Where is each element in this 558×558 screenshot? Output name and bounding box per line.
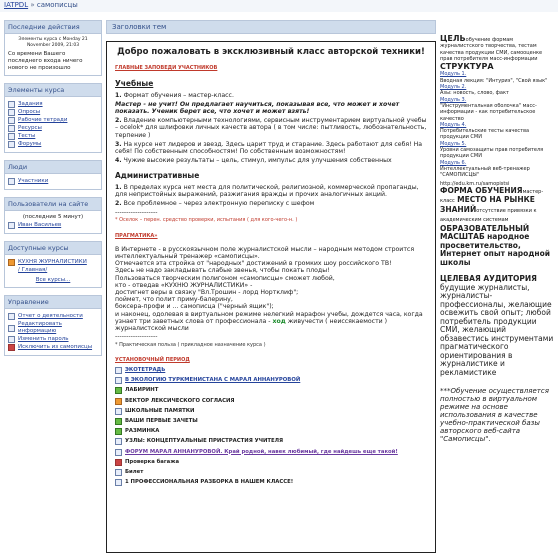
study-rule-4: Чужие высокие результаты – цель, стимул, импульс для улучшения собственных: [123, 157, 392, 165]
resource-icon: [8, 125, 15, 132]
activity-links: [115, 367, 427, 486]
activity-choices[interactable]: Опросы: [8, 109, 98, 116]
module-list: Модуль 1. Вводная лекция: "Интуриэ", "Свой язык" Модуль 2. Азы: новость, слово, факт Модуль 3. "Инструментальная оболочка" масс-информации - как потребительское качество Модуль 4. Потребительские тесты качества продукции СМИ Модуль 5. Уровни самозащиты прав потребителя продукции СМИ Модуль 6. Интеллектуальный веб-тренажер "САМОПИСЦЫ": [440, 71, 548, 179]
site-url-link[interactable]: http://edu.km.ru/samopistsi: [440, 180, 510, 187]
choice-icon: [8, 109, 15, 116]
activities-block: [4, 83, 102, 153]
goal-text: обучение формам журналистского творчества, тестам качества продукции СМИ, самооценке прав потребителя масс-информации: [440, 37, 543, 62]
recent-activity-block: [4, 20, 102, 76]
rules-label: ГЛАВНЫЕ ЗАПОВЕДИ УЧАСТНИКОВ: [115, 65, 218, 72]
block-title: Управление: [5, 296, 101, 309]
forum-icon: [115, 479, 122, 486]
audience-heading: ЦЕЛЕВАЯ АУДИТОРИЯ: [440, 274, 537, 284]
study-heading: Учебные: [115, 79, 154, 89]
admin-report[interactable]: Отчет о деятельности: [8, 313, 98, 320]
forum-icon: [115, 377, 122, 384]
block-title: Пользователи на сайте: [5, 198, 101, 211]
note-text: ***Обучение осуществляется полностью в виртуальном режиме на основе использования в качестве учебно-практической базы авторского веб-сайта "Самописцы".: [440, 387, 549, 444]
list-item[interactable]: РАЗМИНКА: [115, 428, 427, 435]
list-item[interactable]: ЭКОТЕТРАДЬ: [115, 367, 427, 374]
activity-journals[interactable]: Рабочие тетради: [8, 117, 98, 124]
admin-block: [4, 295, 102, 356]
topic-header: Заголовки тем: [106, 20, 436, 34]
audience-text: будущие журналисты, журналисты-профессионалы, желающие освежить свой опыт; любой потребитель продукции СМИ, желающий обзавестись инструментами прагматического ориентирования в журналистике и рекламистике: [440, 282, 554, 377]
block-title: Элементы курса: [5, 84, 101, 97]
block-title: Последние действия: [5, 21, 101, 34]
period-label: УСТАНОВОЧНЫЙ ПЕРИОД: [115, 356, 190, 363]
admin-heading: Административные: [115, 171, 200, 181]
list-item[interactable]: ФОРУМ МАРАЛ АННАНУРОВОЙ. Край родной, навек любимый, где найдешь еще такой!: [115, 449, 427, 456]
right-column: ЦЕЛЬобучение формам журналистского творчества, тестам качества продукции СМИ, самооценке прав потребителя масс-информации СТРУКТУРА Модуль 1. Вводная лекция: "Интуриэ", "Свой язык" Модуль 2. Азы: новость, слово, факт Модуль 3. "Инструментальная оболочка" масс-информации - как потребительское качество Модуль 4. Потребительские тесты качества продукции СМИ Модуль 5. Уровни самозащиты прав потребителя продукции СМИ Модуль 6. Интеллектуальный веб-тренажер "САМОПИСЦЫ" http://edu.km.ru/samopistsi ФОРМА ОБУЧЕНИЯмастер-класс МЕСТО НА РЫНКЕ ЗНАНИЙотсутствие привязки к академическим системам ОБРАЗОВАТЕЛЬНЫЙ МАСШТАБ народное просветительство, Интернет опыт народной школы ЦЕЛЕВАЯ АУДИТОРИЯ будущие журналисты, журналисты-профессионалы, желающие освежить свой опыт; любой потребитель продукции СМИ, желающий обзавестись инструментами прагматического ориентирования в журналистике и рекламистике ***Обучение осуществляется полностью в виртуальном режиме на основе использования в качестве учебно-практической базы авторского веб-сайта "Самописцы".: [440, 34, 554, 444]
list-item[interactable]: Проверка багажа: [115, 459, 427, 466]
topic-content: Добро пожаловать в эксклюзивный класс авторской техники! ГЛАВНЫЕ ЗАПОВЕДИ УЧАСТНИКОВ Учебные 1. Формат обучения – мастер-класс. Мастер - не учит! Он предлагает научиться, показывая все, что может и хочет показать. Ученик берет все, что хочет и может взять! 2. Владение компьютерными технологиями, сервисным инструментарием виртуальной учебы – ocelok* для шлифовки личных качеств автора ( в том числе: пытливость, любознательность, терпение ) 3. На курсе нет лидеров и звезд. Здесь царит труд и старание. Здесь работают для себя! На себя! По собственным способностям! По собственным возможностям! 4. Чужие высокие результаты – цель, стимул, импульс для улучшения собственных Административные 1. В пределах курса нет места для политической, религиозной, коммерческой пропаганды, для непристойных выражений, разжигания вражды и прочих аналогичных акций. 2. Все проблемное – через электронную переписку с шефом ------------------- * Оселок – перен. средство проверки, испытания ( для кого-чего-н. ) ПРАГМАТИКА» В Интернете - в русскоязычном поле журналистской мысли – народным методом строится интеллектуальный тренажер «самописцы». Отмечается эта стройка от "народных" достижений в громких шоу российского ТВ! Здесь не надо закладывать слабые звенья, чтобы покать плоды! Пользоваться творческим полигоном «самописцы» сможет любой, кто - отведав «КУХНЮ ЖУРНАЛИСТИКИ» - достигнет веры в связку "Вл.Трошин - лорд Нортклиф"; поймет, что полит приму-балерину, боксера-профи и ... самописца ("черный ящик"); и наконец, одолевая в виртуальном режиме нелегкий марафон учебы, дождется часа, когда узнает три заветных слова от профессионала - ход живучести ( неиссякаемости ) журналистской мысли ------------------- * Практическая польза ( прикладное назначение курса ) УСТАНОВОЧНЫЙ ПЕРИОД ЭКОТЕТРАДЬ В ЭКОЛОГИЮ ТУРКМЕНИСТАНА С МАРАЛ АННАНУРОВОЙ ЛАБИРИНТ ВЕКТОР ЛЕКСИЧЕСКОГО СОГЛАСИЯ ШКОЛЬНЫЕ ПАМЯТКИ ВАШИ ПЕРВЫЕ ЗАЧЕТЫ РАЗМИНКА УЗЛЫ: КОНЦЕПТУАЛЬНЫЕ ПРИСТРАСТИЯ УЧИТЕЛЯ ФОРУМ МАРАЛ АННАНУРОВОЙ. Край родной, навек любимый, где найдешь еще такой! Проверка багажа Билет 1 ПРОФЕССИОНАЛЬНАЯ РАЗБОРКА В НАШЕМ КЛАССЕ!: [106, 41, 436, 553]
question-icon: [115, 398, 122, 405]
list-item[interactable]: В ЭКОЛОГИЮ ТУРКМЕНИСТАНА С МАРАЛ АННАНУРОВОЙ: [115, 377, 427, 384]
course-link-kitchen[interactable]: КУХНЯ ЖУРНАЛИСТИКИ: [8, 259, 98, 266]
users-icon: [8, 178, 15, 185]
list-item[interactable]: ВАШИ ПЕРВЫЕ ЗАЧЕТЫ: [115, 418, 427, 425]
list-item[interactable]: ВЕКТОР ЛЕКСИЧЕСКОГО СОГЛАСИЯ: [115, 398, 427, 405]
assignment-icon: [115, 459, 122, 466]
study-rule-1: Формат обучения – мастер-класс.: [123, 91, 234, 99]
online-subtitle: (последние 5 минут): [22, 214, 84, 220]
activity-assignments[interactable]: Задания: [8, 101, 98, 108]
recent-text: Со времени Вашего последнего входа ничего нового не произошло: [8, 51, 83, 71]
study-rule-3: На курсе нет лидеров и звезд. Здесь царит труд и старание. Здесь работают для себя! На себя! По собственным способностям! По собственным возможностям!: [115, 140, 423, 156]
assignment-icon: [8, 101, 15, 108]
left-column: [4, 20, 102, 363]
quiz-icon: [115, 418, 122, 425]
user-icon: [8, 222, 15, 229]
goal-heading: ЦЕЛЬ: [440, 34, 466, 43]
course-icon: [8, 259, 15, 266]
scale-heading: ОБРАЗОВАТЕЛЬНЫЙ МАСШТАБ: [440, 223, 530, 242]
block-title: Доступные курсы: [5, 242, 101, 255]
footnote: * Оселок – перен. средство проверки, испытания ( для кого-чего-н. ): [115, 217, 298, 224]
footnote-2: * Практическая польза ( прикладное назначение курса ): [115, 341, 266, 348]
list-item[interactable]: Билет: [115, 469, 427, 476]
courses-block: [4, 241, 102, 288]
course-link-main[interactable]: / Главная/: [18, 267, 48, 273]
participants-link[interactable]: Участники: [8, 178, 98, 185]
list-item[interactable]: ЛАБИРИНТ: [115, 387, 427, 394]
list-item[interactable]: УЗЛЫ: КОНЦЕПТУАЛЬНЫЕ ПРИСТРАСТИЯ УЧИТЕЛЯ: [115, 438, 427, 445]
study-rule-2: Владение компьютерными технологиями, сервисным инструментарием виртуальной учебы – ocelok* для шлифовки личных качеств автора ( в том числе: пытливость, любознательность, терпение ): [115, 117, 427, 139]
admin-rule-1: В пределах курса нет места для политической, религиозной, коммерческой пропаганды, для непристойных выражений, разжигания вражды и прочих аналогичных акций.: [115, 183, 419, 198]
key-icon: [8, 336, 15, 343]
admin-change-password[interactable]: Изменить пароль: [8, 336, 98, 343]
structure-heading: СТРУКТУРА: [440, 62, 494, 72]
journal-icon: [8, 117, 15, 124]
notebook-icon: [115, 367, 122, 374]
pragmatics-label: ПРАГМАТИКА»: [115, 232, 158, 239]
breadcrumb-course-link[interactable]: IATPDL: [4, 1, 29, 9]
breadcrumb: IATPDL » самописцы: [4, 1, 78, 9]
market-heading: МЕСТО НА РЫНКЕ ЗНАНИЙ: [440, 195, 535, 214]
center-column: [106, 20, 436, 553]
quiz-icon: [115, 387, 122, 394]
activity-resources[interactable]: Ресурсы: [8, 125, 98, 132]
admin-unenrol[interactable]: Исключить из самописцы: [8, 344, 98, 351]
unenrol-icon: [8, 344, 15, 351]
list-item[interactable]: ШКОЛЬНЫЕ ПАМЯТКИ: [115, 408, 427, 415]
top-bar: [0, 0, 558, 12]
online-users-block: [4, 197, 102, 234]
resource-icon: [115, 469, 122, 476]
online-user[interactable]: Иван Васильев: [18, 222, 62, 228]
report-icon: [8, 313, 15, 320]
edit-icon: [8, 325, 15, 332]
activity-quizzes[interactable]: Тесты: [8, 133, 98, 140]
admin-edit-profile[interactable]: Редактировать информацию: [8, 321, 98, 335]
block-title: Люди: [5, 161, 101, 174]
list-item[interactable]: 1 ПРОФЕССИОНАЛЬНАЯ РАЗБОРКА В НАШЕМ КЛАССЕ!: [115, 479, 427, 486]
form-heading: ФОРМА ОБУЧЕНИЯ: [440, 185, 523, 195]
admin-rule-2: Все проблемное – через электронную переписку с шефом: [123, 200, 315, 208]
recent-date: Элементы курса с Монday 21 November 2009, 21:03: [18, 37, 88, 48]
all-courses-link[interactable]: Все курсы...: [35, 277, 71, 283]
resource-icon: [115, 438, 122, 445]
quiz-icon: [115, 428, 122, 435]
forum-icon: [8, 141, 15, 148]
forum-icon: [115, 449, 122, 456]
breadcrumb-current: самописцы: [36, 1, 78, 9]
people-block: [4, 160, 102, 190]
quiz-icon: [8, 133, 15, 140]
welcome-title: Добро пожаловать в эксклюзивный класс авторской техники!: [117, 47, 425, 57]
study-motto: Мастер - не учит! Он предлагает научиться, показывая все, что может и хочет показать. Ученик берет все, что хочет и может взять!: [115, 100, 400, 116]
resource-icon: [115, 408, 122, 415]
activity-forums[interactable]: Форумы: [8, 141, 98, 148]
